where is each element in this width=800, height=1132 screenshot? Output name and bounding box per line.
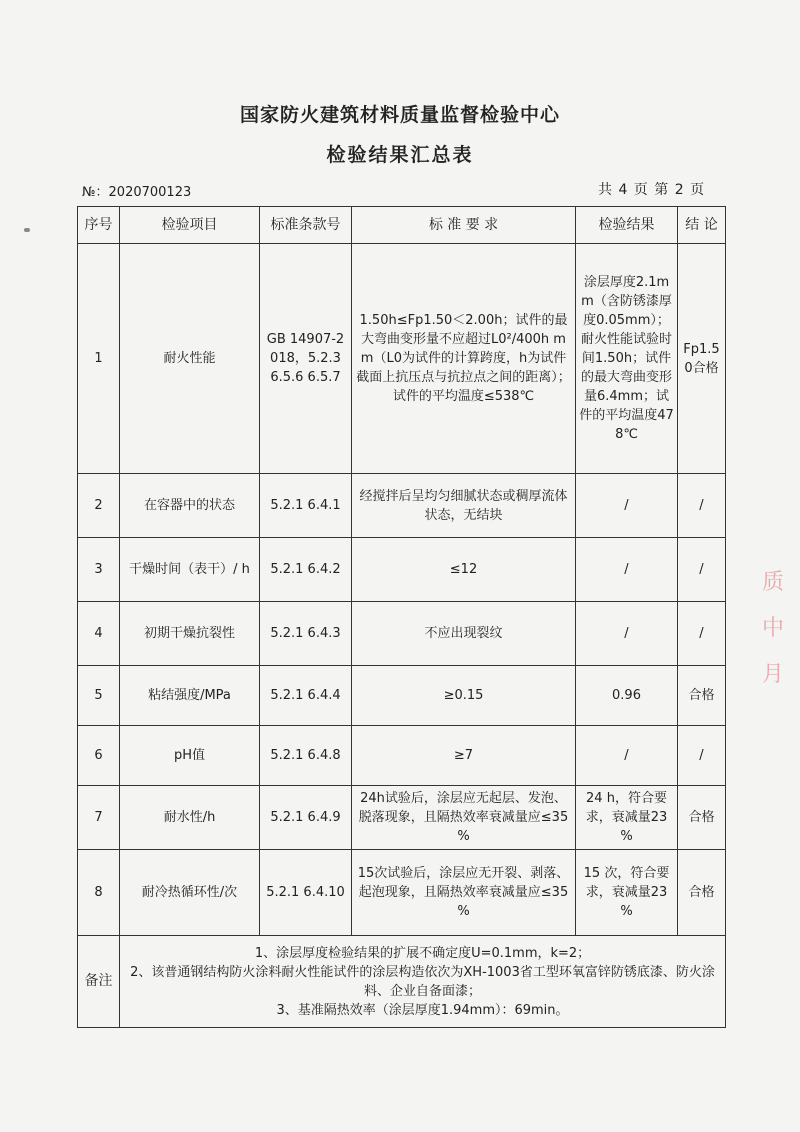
cell-item: 初期干燥抗裂性 — [120, 602, 260, 666]
cell-result: 15 次，符合要求，衰减量23 % — [576, 850, 678, 936]
cell-clause: 5.2.1 6.4.1 — [260, 474, 352, 538]
table-row — [78, 850, 726, 936]
cell-conclusion: / — [678, 538, 726, 602]
table-row — [78, 602, 726, 666]
cell-no: 3 — [78, 538, 120, 602]
cell-clause: 5.2.1 6.4.8 — [260, 726, 352, 786]
table-row — [78, 538, 726, 602]
cell-requirement: ≤12 — [352, 538, 576, 602]
cell-item: 耐冷热循环性/次 — [120, 850, 260, 936]
cell-no: 2 — [78, 474, 120, 538]
col-header-requirement: 标 准 要 求 — [352, 207, 576, 244]
cell-clause: 5.2.1 6.4.2 — [260, 538, 352, 602]
page-info: 共 4 页 第 2 页 — [598, 182, 706, 198]
doc-number: №：2020700123 — [82, 185, 192, 200]
cell-item: 耐火性能 — [120, 244, 260, 474]
doc-title: 检验结果汇总表 — [326, 144, 474, 166]
cell-item: 耐水性/h — [120, 786, 260, 850]
cell-result: 涂层厚度2.1mm（含防锈漆厚度0.05mm）；耐火性能试验时间1.50h；试件的最大弯曲变形量6.4mm；试件的平均温度478℃ — [576, 244, 678, 474]
cell-requirement: 1.50h≤Fp1.50＜2.00h；试件的最大弯曲变形量不应超过L0²/400h mm（L0为试件的计算跨度，h为试件截面上抗压点与抗拉点之间的距离）；试件的平均温度≤538℃ — [352, 244, 576, 474]
cell-no: 1 — [78, 244, 120, 474]
cell-no: 7 — [78, 786, 120, 850]
cell-requirement: 经搅拌后呈均匀细腻状态或稠厚流体状态，无结块 — [352, 474, 576, 538]
cell-clause: 5.2.1 6.4.10 — [260, 850, 352, 936]
note-item: 3、基准隔热效率（涂层厚度1.94mm）：69min。 — [276, 1002, 569, 1018]
col-header-result: 检验结果 — [576, 207, 678, 244]
table-row — [78, 666, 726, 726]
cell-no: 5 — [78, 666, 120, 726]
cell-item: pH值 — [120, 726, 260, 786]
cell-result: 0.96 — [576, 666, 678, 726]
table-row — [78, 474, 726, 538]
cell-result: / — [576, 474, 678, 538]
cell-result: / — [576, 538, 678, 602]
cell-item: 在容器中的状态 — [120, 474, 260, 538]
cell-item: 粘结强度/MPa — [120, 666, 260, 726]
table-header-row — [78, 207, 726, 244]
cell-clause: 5.2.1 6.4.4 — [260, 666, 352, 726]
notes-cell — [120, 936, 726, 1028]
cell-clause: GB 14907-2018，5.2.3 6.5.6 6.5.7 — [260, 244, 352, 474]
cell-requirement: 15次试验后，涂层应无开裂、剥落、起泡现象，且隔热效率衰减量应≤35 % — [352, 850, 576, 936]
table-row — [78, 726, 726, 786]
cell-clause: 5.2.1 6.4.9 — [260, 786, 352, 850]
col-header-clause: 标准条款号 — [260, 207, 352, 244]
note-item: 2、该普通钢结构防火涂料耐火性能试件的涂层构造依次为XH-1003省工型环氧富锌防锈底漆、防火涂料、企业自备面漆； — [130, 964, 715, 999]
cell-conclusion: 合格 — [678, 850, 726, 936]
col-header-no: 序号 — [78, 207, 120, 244]
cell-result: / — [576, 602, 678, 666]
org-title: 国家防火建筑材料质量监督检验中心 — [239, 104, 560, 126]
partial-seal-stamp: 质 中 月 — [762, 570, 785, 687]
table-row — [78, 244, 726, 474]
cell-requirement: ≥7 — [352, 726, 576, 786]
col-header-item: 检验项目 — [120, 207, 260, 244]
scan-speck — [24, 228, 30, 232]
note-item: 1、涂层厚度检验结果的扩展不确定度U=0.1mm，k=2； — [254, 945, 591, 961]
table-row — [78, 786, 726, 850]
col-header-conclusion: 结 论 — [678, 207, 726, 244]
cell-result: / — [576, 726, 678, 786]
cell-requirement: ≥0.15 — [352, 666, 576, 726]
cell-conclusion: / — [678, 602, 726, 666]
cell-conclusion: / — [678, 474, 726, 538]
notes-label: 备注 — [78, 936, 120, 1028]
cell-result: 24 h，符合要求，衰减量23 % — [576, 786, 678, 850]
cell-conclusion: 合格 — [678, 786, 726, 850]
notes-row — [78, 936, 726, 1028]
cell-no: 6 — [78, 726, 120, 786]
cell-item: 干燥时间（表干）/ h — [120, 538, 260, 602]
results-table — [77, 206, 726, 1028]
cell-no: 4 — [78, 602, 120, 666]
cell-clause: 5.2.1 6.4.3 — [260, 602, 352, 666]
cell-requirement: 24h试验后，涂层应无起层、发泡、脱落现象，且隔热效率衰减量应≤35 % — [352, 786, 576, 850]
cell-conclusion: Fp1.50合格 — [678, 244, 726, 474]
cell-conclusion: / — [678, 726, 726, 786]
cell-no: 8 — [78, 850, 120, 936]
cell-requirement: 不应出现裂纹 — [352, 602, 576, 666]
cell-conclusion: 合格 — [678, 666, 726, 726]
